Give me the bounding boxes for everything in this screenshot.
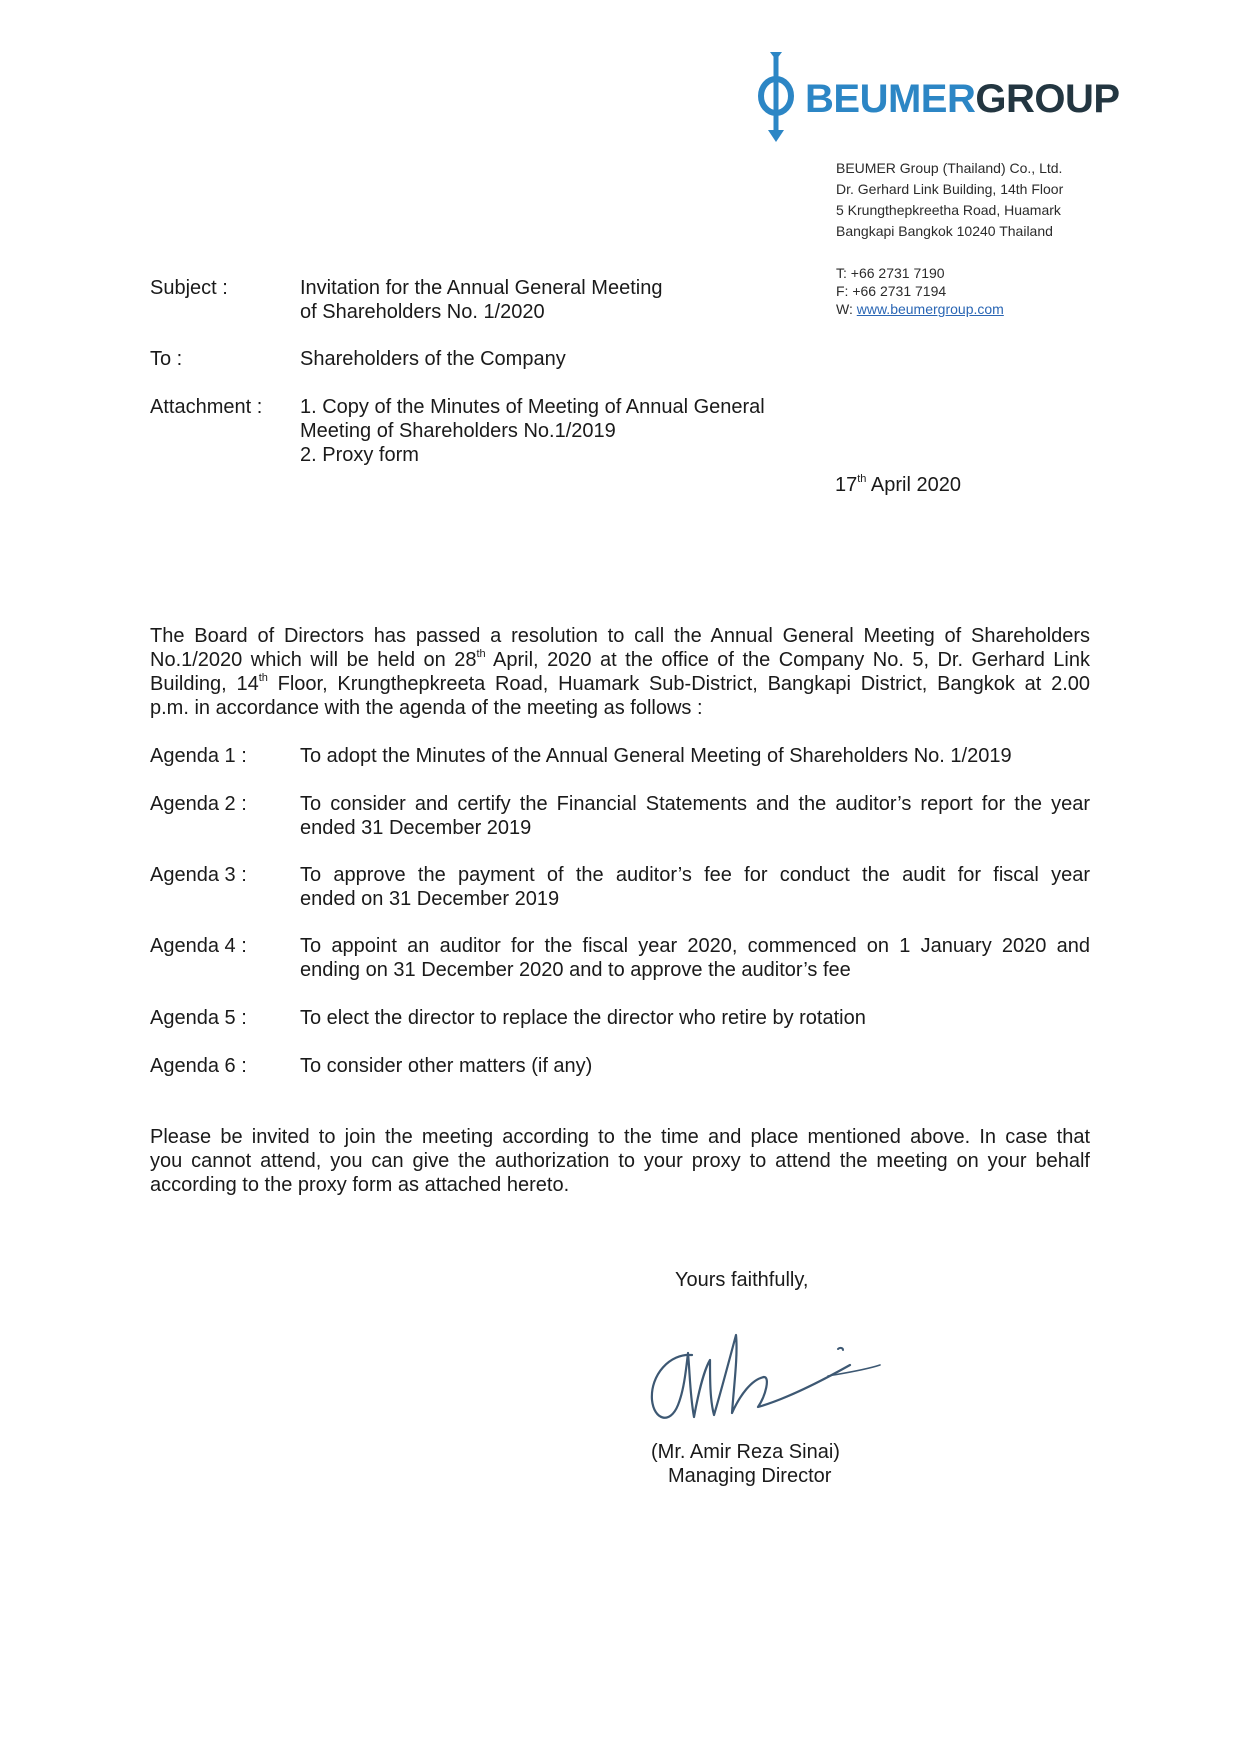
intro-line-2-sup: th xyxy=(476,648,486,661)
intro-line-2 xyxy=(150,648,1090,672)
closing-line-3: according to the proxy form as attached hereto. xyxy=(150,1174,570,1196)
agenda-4-label: Agenda 4 : xyxy=(150,935,247,957)
attachment-line-2: Meeting of Shareholders No.1/2019 xyxy=(300,420,616,442)
phone-label: T: xyxy=(836,265,847,281)
intro-line-3-b: Floor, Krungthepkreeta Road, Huamark Sub-District, Bangkapi District, Bangkok at 2.00 xyxy=(267,673,1090,695)
phone-number: +66 2731 7190 xyxy=(850,265,945,281)
intro-line-3-a: Building, 14 xyxy=(150,673,259,695)
address-line-1: Dr. Gerhard Link Building, 14th Floor xyxy=(836,181,1064,197)
closing-paragraph xyxy=(150,1125,1090,1197)
attachment-line-1: 1. Copy of the Minutes of Meeting of Annual General xyxy=(300,396,765,418)
agenda-6-label: Agenda 6 : xyxy=(150,1055,247,1077)
date-suffix: th xyxy=(857,473,867,486)
agenda-1-text: To adopt the Minutes of the Annual General Meeting of Shareholders No. 1/2019 xyxy=(300,745,1012,767)
salutation: Yours faithfully, xyxy=(675,1269,809,1291)
closing-line-1: Please be invited to join the meeting according to the time and place mentioned above. In case that xyxy=(150,1126,1090,1148)
intro-line-1: The Board of Directors has passed a resolution to call the Annual General Meeting of Shareholders xyxy=(150,625,1090,647)
agenda-5-text: To elect the director to replace the director who retire by rotation xyxy=(300,1007,866,1029)
signature-image xyxy=(640,1315,890,1430)
logo-part-2: GROUP xyxy=(975,77,1120,121)
address-company: BEUMER Group (Thailand) Co., Ltd. xyxy=(836,160,1063,176)
agenda-2-line-2: ended 31 December 2019 xyxy=(300,817,532,839)
signatory-name: (Mr. Amir Reza Sinai) xyxy=(651,1441,840,1463)
letter-date xyxy=(835,473,961,497)
agenda-2-label: Agenda 2 : xyxy=(150,793,247,815)
agenda-4-line-2: ending on 31 December 2020 and to approve the auditor’s fee xyxy=(300,959,851,981)
address-line-2: 5 Krungthepkreetha Road, Huamark xyxy=(836,202,1061,218)
attachment-line-3: 2. Proxy form xyxy=(300,444,419,466)
date-month-year: April 2020 xyxy=(866,474,961,496)
to-value: Shareholders of the Company xyxy=(300,348,566,370)
subject-label: Subject : xyxy=(150,277,228,299)
attachment-label: Attachment : xyxy=(150,396,263,418)
agenda-5-label: Agenda 5 : xyxy=(150,1007,247,1029)
company-logo xyxy=(752,50,1120,142)
subject-line-2: of Shareholders No. 1/2020 xyxy=(300,301,545,323)
agenda-4-line-1: To appoint an auditor for the fiscal year 2020, commenced on 1 January 2020 and xyxy=(300,935,1090,957)
address-line-3: Bangkapi Bangkok 10240 Thailand xyxy=(836,223,1053,239)
logo-wordmark xyxy=(805,77,1120,121)
intro-line-3-sup: th xyxy=(258,672,268,685)
signatory-title: Managing Director xyxy=(668,1465,832,1487)
date-day: 17 xyxy=(835,474,858,496)
beumer-logo-icon xyxy=(752,50,800,142)
intro-line-2-a: No.1/2020 which will be held on 28 xyxy=(150,649,477,671)
agenda-3-line-2: ended on 31 December 2019 xyxy=(300,888,560,910)
closing-line-2: you cannot attend, you can give the authorization to your proxy to attend the meeting on your behalf xyxy=(150,1150,1090,1172)
agenda-2-line-1: To consider and certify the Financial Statements and the auditor’s report for the year xyxy=(300,793,1090,815)
fax-label: F: xyxy=(836,283,849,299)
contact-web xyxy=(836,299,1004,320)
intro-line-4: p.m. in accordance with the agenda of the meeting as follows : xyxy=(150,697,703,719)
website-link[interactable]: www.beumergroup.com xyxy=(856,301,1004,317)
web-label: W: xyxy=(836,301,853,317)
logo-part-1: BEUMER xyxy=(805,77,976,121)
agenda-3-line-1: To approve the payment of the auditor’s fee for conduct the audit for fiscal year xyxy=(300,864,1090,886)
intro-paragraph xyxy=(150,624,1090,720)
agenda-1-label: Agenda 1 : xyxy=(150,745,247,767)
intro-line-2-b: April, 2020 at the office of the Company No. 5, Dr. Gerhard Link xyxy=(485,649,1090,671)
agenda-6-text: To consider other matters (if any) xyxy=(300,1055,593,1077)
intro-line-3 xyxy=(150,672,1090,696)
to-label: To : xyxy=(150,348,183,370)
fax-number: +66 2731 7194 xyxy=(852,283,947,299)
agenda-3-label: Agenda 3 : xyxy=(150,864,247,886)
subject-line-1: Invitation for the Annual General Meeting xyxy=(300,277,663,299)
